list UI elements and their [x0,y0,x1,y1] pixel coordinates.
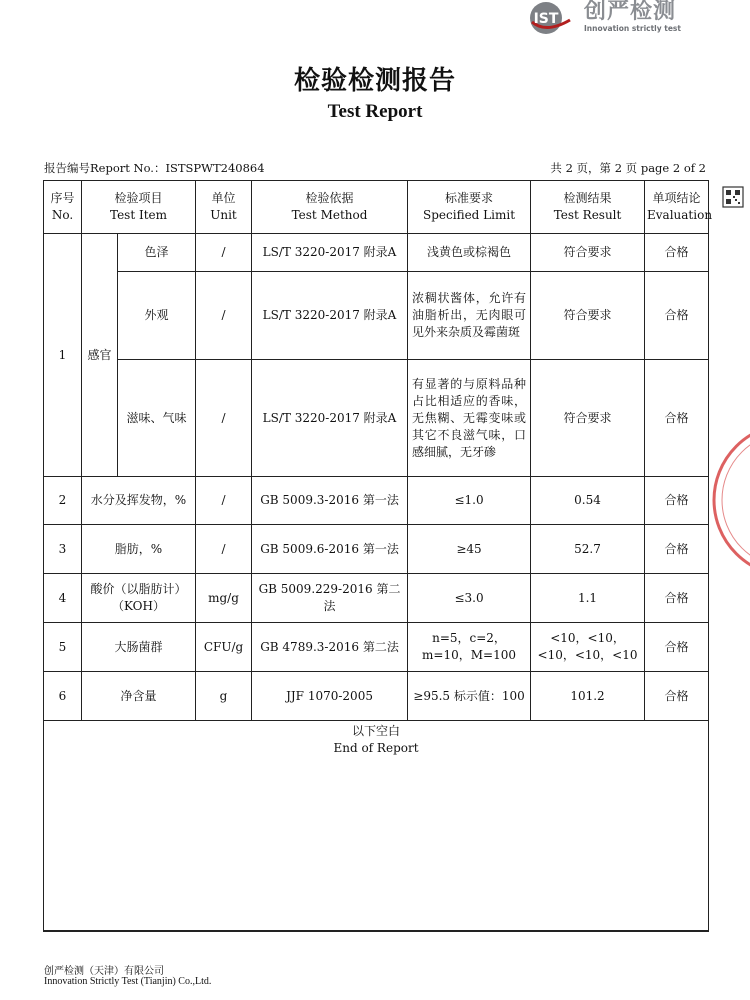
end-of-report-row [44,721,709,931]
row-evaluation: 合格 [645,574,709,623]
report-title-cn: 检验检测报告 [293,66,456,96]
header-item: 检验项目 Test Item [82,181,196,234]
row-limit: ≤3.0 [408,574,531,623]
row-unit: / [196,272,252,360]
company-name-en: Innovation Strictly Test (Tianjin) Co.,Ltd. [44,976,212,987]
row-unit: / [196,477,252,525]
row-result: 52.7 [531,525,645,574]
brand-name-cn: 创严检测 [584,0,677,24]
row-item: 酸价（以脂肪计）（KOH） [82,574,196,623]
company-logo [522,0,702,38]
table-row [44,272,709,360]
table-row [44,574,709,623]
header-no: 序号 No. [44,181,82,234]
row-result: <10，<10，<10，<10，<10 [531,623,645,672]
header-result: 检测结果 Test Result [531,181,645,234]
row-unit: mg/g [196,574,252,623]
row-method: LS/T 3220-2017 附录A [252,234,408,272]
table-row [44,672,709,721]
table-row [44,477,709,525]
qr-code-icon [722,186,744,208]
row-evaluation: 合格 [645,477,709,525]
row-unit: / [196,525,252,574]
row-evaluation: 合格 [645,272,709,360]
row-limit: 有显著的与原料品种占比相适应的香味，无焦糊、无霉变味或其它不良滋气味，口感细腻，无牙碜 [408,360,531,477]
row-unit: CFU/g [196,623,252,672]
row-limit: 浅黄色或棕褐色 [408,234,531,272]
row-unit: / [196,234,252,272]
row-no: 6 [44,672,82,721]
row-item: 外观 [118,272,196,360]
row-limit: ≥45 [408,525,531,574]
row-limit: 浓稠状酱体，允许有油脂析出，无肉眼可见外来杂质及霉菌斑 [408,272,531,360]
company-name-cn: 创严检测（天津）有限公司 [44,966,164,977]
header-unit: 单位 Unit [196,181,252,234]
row-no: 2 [44,477,82,525]
ist-badge-icon [526,0,578,36]
row-item: 脂肪，% [82,525,196,574]
row-result: 符合要求 [531,272,645,360]
row-result: 101.2 [531,672,645,721]
row-no: 5 [44,623,82,672]
table-row [44,234,709,272]
row-method: GB 5009.229-2016 第二法 [252,574,408,623]
row-item: 水分及挥发物，% [82,477,196,525]
report-title-en: Test Report [327,101,423,122]
row-result: 0.54 [531,477,645,525]
svg-text:IST: IST [533,11,559,27]
row-unit: g [196,672,252,721]
row-method: JJF 1070-2005 [252,672,408,721]
table-row [44,623,709,672]
table-header-row [44,181,709,234]
row-unit: / [196,360,252,477]
row-item: 大肠菌群 [82,623,196,672]
row-result: 符合要求 [531,234,645,272]
end-of-report [44,721,709,931]
official-seal-icon [710,420,750,580]
page-info: 共 2 页，第 2 页 page 2 of 2 [550,161,706,175]
row-no: 4 [44,574,82,623]
row-method: GB 4789.3-2016 第二法 [252,623,408,672]
row-evaluation: 合格 [645,525,709,574]
end-of-report-cn: 以下空白 [352,724,401,738]
row-evaluation: 合格 [645,234,709,272]
row-result: 1.1 [531,574,645,623]
row-limit: ≤1.0 [408,477,531,525]
row-limit: ≥95.5 标示值：100 [408,672,531,721]
header-limit: 标准要求 Specified Limit [408,181,531,234]
row-evaluation: 合格 [645,623,709,672]
report-number: 报告编号Report No.：ISTSPWT240864 [44,161,265,175]
row-item: 净含量 [82,672,196,721]
row-method: GB 5009.3-2016 第一法 [252,477,408,525]
row-no: 3 [44,525,82,574]
row-group: 感官 [82,234,118,477]
row-no: 1 [44,234,82,477]
row-method: LS/T 3220-2017 附录A [252,360,408,477]
brand-name-en: Innovation strictly test [584,24,681,33]
test-results-table [43,180,713,932]
end-of-report-en: End of Report [333,741,419,755]
row-evaluation: 合格 [645,360,709,477]
table-row [44,525,709,574]
row-result: 符合要求 [531,360,645,477]
row-item: 滋味、气味 [118,360,196,477]
row-method: GB 5009.6-2016 第一法 [252,525,408,574]
row-evaluation: 合格 [645,672,709,721]
table-row [44,360,709,477]
row-method: LS/T 3220-2017 附录A [252,272,408,360]
row-limit: n=5，c=2，m=10，M=100 [408,623,531,672]
row-item: 色泽 [118,234,196,272]
header-evaluation: 单项结论 Evaluation [645,181,709,234]
header-method: 检验依据 Test Method [252,181,408,234]
